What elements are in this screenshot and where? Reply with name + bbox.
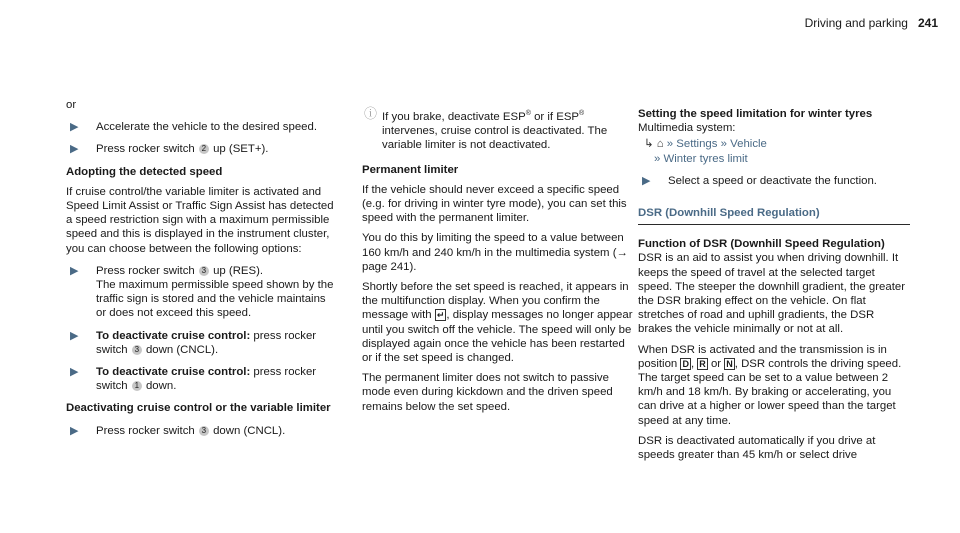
text-run: Shortly before the set speed is reached, it appears in the multifunction display. When you confirm the message with	[362, 281, 629, 322]
step-arrow-icon: ▶	[70, 143, 79, 156]
text-run: down (CNCL).	[142, 343, 219, 356]
heading-dsr-function: Function of DSR (Downhill Speed Regulation)	[638, 238, 885, 251]
column-3	[638, 107, 910, 468]
text-run: or	[707, 357, 725, 370]
paragraph: DSR is an aid to assist you when driving downhill. It keeps the speed of travel at the selected target speed. The steeper the downhill gradient, the greater the DSR braking effect on the vehicle. On flat stretches of road and uphill gradients, the DSR brakes the vehicle minimally or not at all.	[638, 252, 906, 336]
path-arrow-icon: »	[720, 138, 727, 151]
page-header	[805, 16, 938, 30]
instruction-step	[66, 142, 338, 156]
step-arrow-icon: ▶	[70, 366, 79, 379]
text-run: When DSR is activated and the transmission is in position	[638, 343, 887, 370]
path-winter-tyres-limit: Winter tyres limit	[663, 152, 748, 165]
return-icon: ↵	[436, 310, 445, 321]
callout-number-icon: 2	[199, 144, 209, 154]
paragraph: You do this by limiting the speed to a value between 160 km/h and 240 km/h in the multimedia system (→ page 241).	[362, 232, 628, 273]
instruction-step	[66, 329, 338, 357]
text-run: Press rocker switch	[96, 264, 198, 277]
text-run: Press rocker switch	[96, 143, 198, 156]
paragraph	[362, 280, 636, 365]
callout-number-icon: 3	[199, 426, 209, 436]
step-arrow-icon: ▶	[70, 424, 79, 437]
step-text	[96, 329, 338, 357]
step-text	[96, 365, 338, 393]
text-run: , display messages no longer appear until you switch off the vehicle. The speed will only be displayed again once the vehicle has been restarted or if the set speed is changed.	[362, 309, 633, 365]
step-text: Accelerate the vehicle to the desired speed.	[96, 121, 317, 134]
heading-subtext: Multimedia system:	[638, 122, 736, 135]
text-run: or if ESP	[530, 111, 580, 123]
paragraph: When DSR is activated and the transmission is in position D , R or N , DSR controls the driving speed. The target speed can be set to a value between 2 km/h and 18 km/h. By braking or accelerating, you can drive at a higher or lower speed than the target speed at any time.	[638, 343, 902, 427]
step-text: Select a speed or deactivate the function.	[668, 174, 877, 187]
gear-r-icon: R	[699, 358, 706, 369]
step-text	[96, 424, 285, 438]
path-settings: Settings	[676, 138, 718, 151]
callout-number-icon: 3	[132, 345, 142, 355]
text-run: The maximum permissible speed shown by the traffic sign is stored and the vehicle maintains or does not exceed this speed.	[96, 279, 334, 320]
heading-deactivating: Deactivating cruise control or the variable limiter	[66, 402, 331, 415]
info-icon: ⓘ	[364, 106, 378, 121]
callout-number-icon: 3	[199, 266, 209, 276]
info-note	[362, 107, 636, 159]
step-text	[96, 264, 338, 321]
text-run: Press rocker switch	[96, 424, 198, 437]
path-arrow-icon: »	[666, 138, 674, 151]
instruction-step	[66, 365, 338, 393]
or-text: or	[66, 99, 77, 111]
home-icon: ⌂	[656, 138, 664, 151]
heading-permanent-limiter: Permanent limiter	[362, 163, 459, 176]
text-run: To deactivate cruise control:	[96, 329, 251, 342]
instruction-step	[66, 120, 338, 134]
column-2	[362, 107, 636, 420]
paragraph: If the vehicle should never exceed a specific speed (e.g. for driving in winter tyre mode), you can set this speed with the permanent limiter.	[362, 183, 627, 225]
text-run: down.	[142, 380, 177, 393]
text-run: If you brake, deactivate ESP	[382, 111, 526, 123]
paragraph: DSR is deactivated automatically if you drive at speeds greater than 45 km/h or select drive	[638, 434, 876, 462]
instruction-step	[66, 264, 338, 321]
registered-mark: ®	[579, 110, 585, 117]
text-run: , DSR controls the driving speed. The target speed can be set to a value between 2 km/h and 18 km/h. By braking or accelerating, you can drive at a higher or lower speed than the target speed at any time.	[638, 357, 902, 427]
text-run: up (RES).	[209, 264, 264, 277]
menu-path	[638, 137, 910, 165]
path-vehicle: Vehicle	[730, 138, 767, 151]
column-1	[66, 98, 338, 446]
gear-d-icon: D	[682, 358, 689, 369]
text-run: down (CNCL).	[209, 424, 286, 437]
heading-winter-tyres: Setting the speed limitation for winter tyres	[638, 108, 873, 120]
header-title: Driving and parking	[804, 16, 908, 30]
section-heading-dsr: DSR (Downhill Speed Regulation)	[638, 206, 910, 225]
path-arrow-icon: »	[654, 152, 661, 165]
text-run: To deactivate cruise control:	[96, 366, 251, 379]
instruction-step	[638, 174, 910, 188]
gear-n-icon: N	[726, 358, 733, 369]
step-arrow-icon: ▶	[70, 329, 79, 342]
heading-adopting-speed: Adopting the detected speed	[66, 165, 223, 178]
paragraph: If cruise control/the variable limiter is activated and Speed Limit Assist or Traffic Sign Assist has detected a speed restriction sign with a maximum permissible speed and this is displayed in the instrument cluster, you can choose between the following options:	[66, 185, 334, 255]
step-text	[96, 142, 268, 156]
step-arrow-icon: ▶	[70, 121, 79, 134]
text-run: up (SET+).	[209, 143, 269, 156]
text-run: press rocker switch	[96, 366, 317, 393]
paragraph: The permanent limiter does not switch to passive mode even during kickdown and the driven speed remains below the set speed.	[362, 372, 613, 413]
text-run: press rocker switch	[96, 329, 317, 356]
text-run: intervenes, cruise control is deactivated. The variable limiter is not deactivated.	[382, 125, 608, 152]
step-arrow-icon: ▶	[642, 174, 651, 187]
registered-mark: ®	[525, 110, 531, 117]
instruction-step	[66, 424, 338, 438]
page-number: 241	[917, 16, 938, 30]
arrow-icon: ↳	[644, 138, 654, 151]
callout-number-icon: 1	[132, 381, 142, 391]
step-arrow-icon: ▶	[70, 264, 79, 277]
info-text	[382, 107, 636, 153]
